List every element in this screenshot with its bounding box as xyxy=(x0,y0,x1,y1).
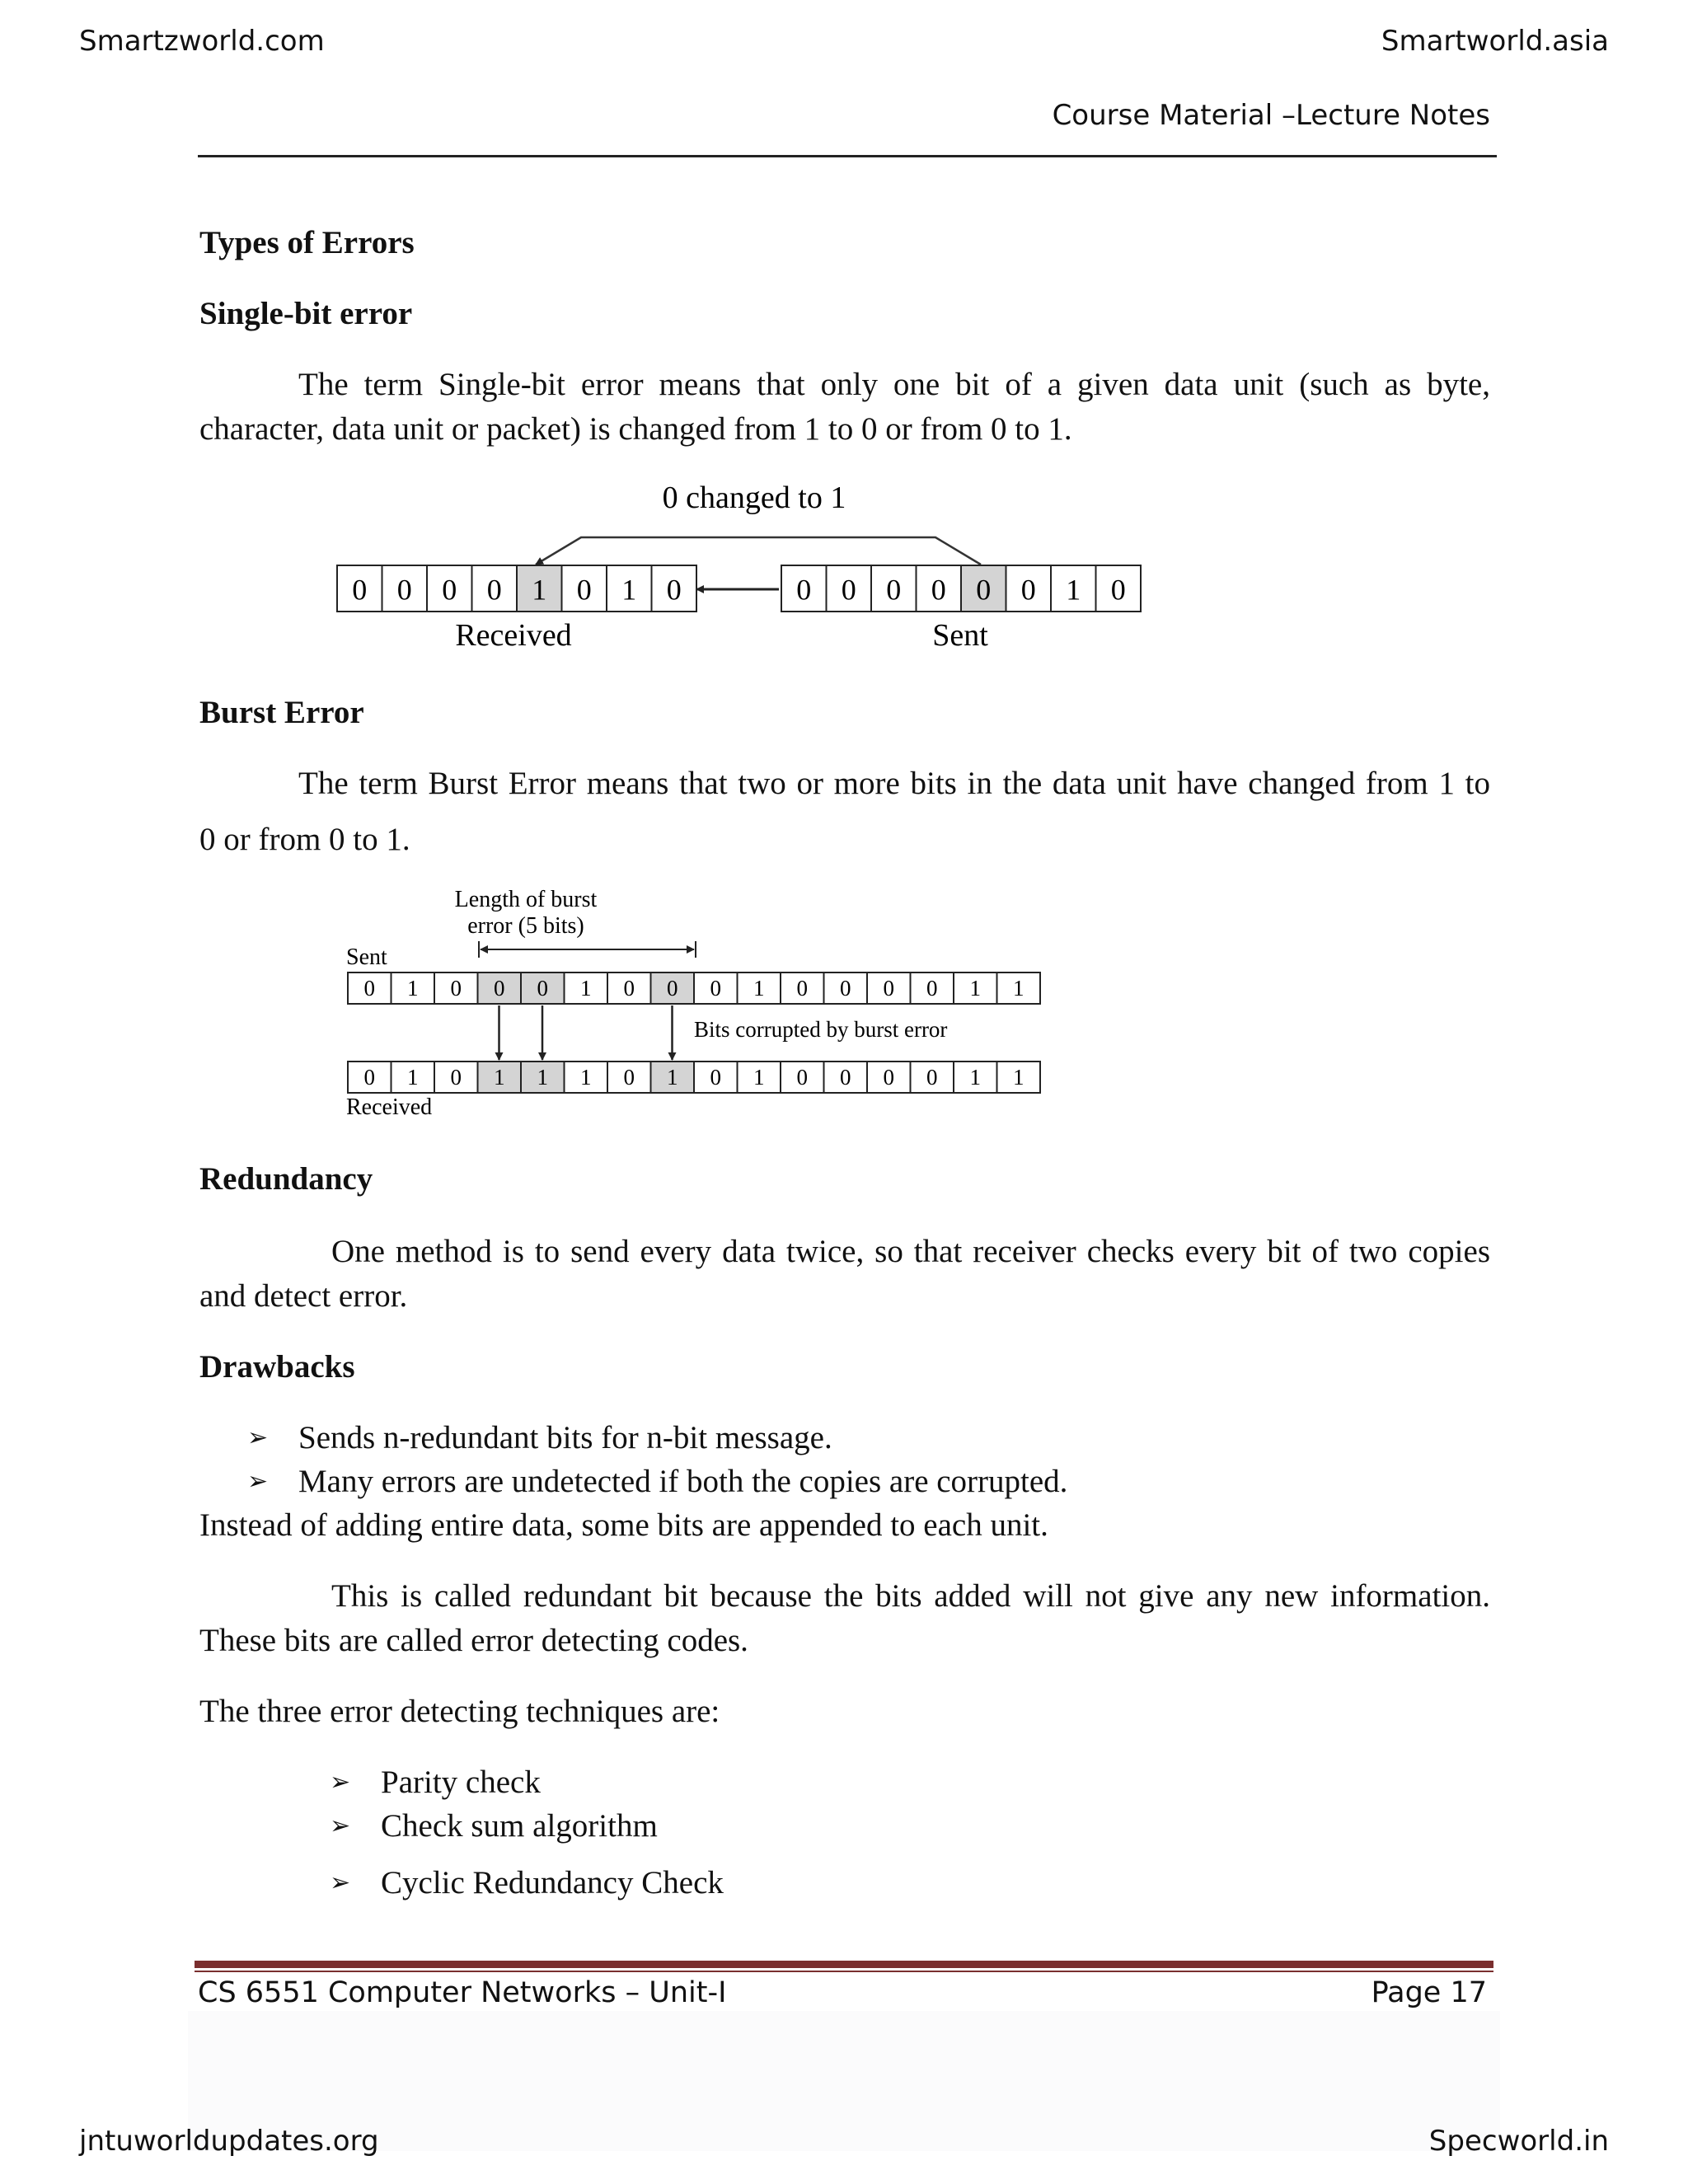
received-bit-value: 0 xyxy=(486,573,502,607)
paragraph-burst-line2: 0 or from 0 to 1. xyxy=(199,822,410,857)
footer-rule-thin xyxy=(195,1971,1493,1972)
burst-sent-bit-value: 0 xyxy=(450,976,462,1001)
burst-received-label: Received xyxy=(346,1094,433,1120)
burst-length-label-1: Length of burst xyxy=(454,887,598,912)
technique-item: ➢ Parity check xyxy=(330,1765,541,1800)
paragraph-single-bit: The term Single-bit error means that only one bit of a given data unit (such as byte, character, data unit or packet) is changed from 1 to 0 or from 0 to 1. xyxy=(199,367,1490,447)
sent-bit-value: 0 xyxy=(841,573,856,607)
figure-single-bit-error xyxy=(326,478,1158,668)
received-bit-value: 0 xyxy=(666,573,682,607)
burst-sent-bit-value: 0 xyxy=(883,976,894,1001)
sent-bit-row xyxy=(781,565,1141,612)
sent-bit-value: 0 xyxy=(796,573,812,607)
burst-received-bit-value: 1 xyxy=(969,1065,981,1090)
burst-sent-bit-value: 1 xyxy=(580,976,592,1001)
watermark-bottom-left: jntuworldupdates.org xyxy=(79,2125,379,2158)
techniques-intro: The three error detecting techniques are: xyxy=(199,1694,720,1729)
figure-burst-error xyxy=(338,882,1113,1121)
bullet-arrow-icon: ➢ xyxy=(247,1468,269,1495)
received-bit-value: 1 xyxy=(621,573,637,607)
burst-sent-bit-value: 1 xyxy=(1013,976,1025,1001)
burst-length-label-2: error (5 bits) xyxy=(467,913,584,939)
burst-sent-bit-value: 0 xyxy=(926,976,938,1001)
heading-burst-error: Burst Error xyxy=(199,695,364,730)
heading-single-bit-error: Single-bit error xyxy=(199,296,413,331)
sent-bit-value: 0 xyxy=(976,573,992,607)
drawback-item: ➢ Sends n-redundant bits for n-bit message. xyxy=(247,1420,832,1455)
burst-sent-bit-row xyxy=(348,972,1040,1004)
burst-received-bit-value: 0 xyxy=(450,1065,462,1090)
heading-types-of-errors: Types of Errors xyxy=(199,225,415,260)
watermark-top-left: Smartzworld.com xyxy=(79,25,325,58)
received-bit-value: 0 xyxy=(442,573,457,607)
burst-sent-bit-value: 1 xyxy=(753,976,765,1001)
sent-label: Sent xyxy=(932,618,988,653)
header-title: Course Material –Lecture Notes xyxy=(1052,99,1490,132)
burst-received-bit-value: 0 xyxy=(796,1065,808,1090)
burst-received-bit-value: 1 xyxy=(753,1065,765,1090)
burst-received-bit-value: 1 xyxy=(537,1065,548,1090)
burst-received-bit-value: 0 xyxy=(883,1065,894,1090)
paragraph-instead: Instead of adding entire data, some bits are appended to each unit. xyxy=(199,1507,1048,1543)
heading-redundancy: Redundancy xyxy=(199,1161,373,1197)
bullet-arrow-icon: ➢ xyxy=(330,1769,351,1796)
technique-item: ➢ Cyclic Redundancy Check xyxy=(330,1865,724,1900)
watermark-top-right: Smartworld.asia xyxy=(1381,25,1609,58)
burst-sent-bit-value: 0 xyxy=(667,976,678,1001)
footer-band xyxy=(188,2011,1500,2151)
sent-bit-value: 1 xyxy=(1066,573,1081,607)
received-bit-value: 0 xyxy=(576,573,592,607)
burst-sent-bit-value: 0 xyxy=(840,976,851,1001)
burst-sent-bit-value: 0 xyxy=(623,976,635,1001)
header-rule xyxy=(198,155,1497,157)
burst-corruption-arrows xyxy=(499,1005,673,1060)
burst-corrupted-label: Bits corrupted by burst error xyxy=(694,1017,948,1042)
burst-received-bit-value: 1 xyxy=(1013,1065,1025,1090)
bullet-arrow-icon: ➢ xyxy=(330,1812,351,1840)
burst-sent-bit-value: 0 xyxy=(363,976,375,1001)
sent-bit-value: 0 xyxy=(886,573,902,607)
received-bit-value: 0 xyxy=(352,573,368,607)
paragraph-redundancy: One method is to send every data twice, so that receiver checks every bit of two copies and detect error. xyxy=(199,1234,1490,1314)
burst-received-bit-value: 1 xyxy=(494,1065,505,1090)
sent-bit-value: 0 xyxy=(1110,573,1126,607)
bullet-arrow-icon: ➢ xyxy=(330,1869,351,1896)
burst-received-bit-value: 1 xyxy=(580,1065,592,1090)
burst-received-bit-value: 0 xyxy=(363,1065,375,1090)
paragraph-burst-line1: The term Burst Error means that two or more bits in the data unit have changed from 1 to xyxy=(298,766,1490,801)
received-bit-row xyxy=(337,565,696,612)
burst-received-bit-value: 1 xyxy=(667,1065,678,1090)
footer-page-number: Page 17 xyxy=(1371,1976,1487,2009)
footer-rule xyxy=(195,1961,1493,1968)
burst-sent-bit-value: 1 xyxy=(969,976,981,1001)
burst-received-bit-value: 0 xyxy=(623,1065,635,1090)
burst-received-bit-value: 0 xyxy=(840,1065,851,1090)
burst-sent-bit-value: 0 xyxy=(710,976,721,1001)
burst-sent-bit-value: 0 xyxy=(494,976,505,1001)
received-bit-value: 0 xyxy=(396,573,412,607)
burst-sent-bit-value: 1 xyxy=(407,976,419,1001)
change-pointer-arrow xyxy=(536,537,981,565)
received-label: Received xyxy=(455,618,572,653)
burst-sent-bit-value: 0 xyxy=(537,976,548,1001)
sent-bit-value: 0 xyxy=(1020,573,1036,607)
watermark-bottom-right: Specworld.in xyxy=(1428,2125,1609,2158)
received-bit-value: 1 xyxy=(532,573,547,607)
paragraph-redundant-bit: This is called redundant bit because the bits added will not give any new information. These bits are called error detecting codes. xyxy=(199,1578,1490,1658)
footer-course: CS 6551 Computer Networks – Unit-I xyxy=(198,1976,727,2009)
heading-drawbacks: Drawbacks xyxy=(199,1349,355,1385)
burst-received-bit-value: 0 xyxy=(710,1065,721,1090)
sent-bit-value: 0 xyxy=(931,573,946,607)
single-caption: 0 changed to 1 xyxy=(662,480,846,515)
burst-received-bit-row xyxy=(348,1062,1040,1093)
bullet-arrow-icon: ➢ xyxy=(247,1424,269,1451)
drawback-item: ➢ Many errors are undetected if both the copies are corrupted. xyxy=(247,1464,1068,1499)
burst-sent-label: Sent xyxy=(346,944,387,970)
burst-sent-bit-value: 0 xyxy=(796,976,808,1001)
technique-item: ➢ Check sum algorithm xyxy=(330,1808,658,1844)
burst-received-bit-value: 1 xyxy=(407,1065,419,1090)
burst-received-bit-value: 0 xyxy=(926,1065,938,1090)
